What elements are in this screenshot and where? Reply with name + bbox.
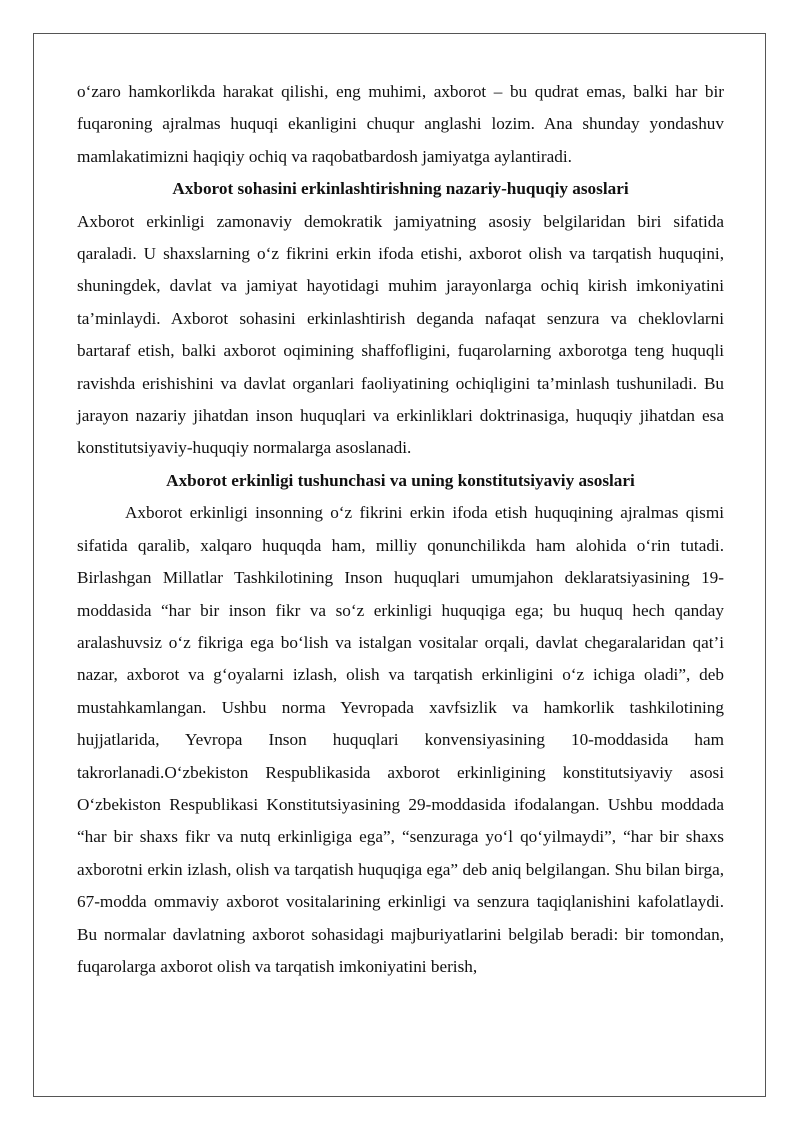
paragraph-intro: Axborot erkinligi zamonaviy demokratik jamiyatning asosiy belgilaridan biri sifatida qaraladi. U shaxslarning o‘z fikrini erkin ifoda etishi, axborot olish va tarqatish huquqini, shuningdek, davlat va jamiyat hayotidagi muhim jarayonlarga ochiq kirish imkoniyatini ta’minlaydi. Axborot sohasini erkinlashtirish deganda nafaqat senzura va cheklovlarni bartaraf etish, balki axborot oqimining shaffofligini, fuqarolarning axborotga teng huquqli ravishda erishishini va davlat organlari faoliyatining ochiqligini ta’minlash tushuniladi. Bu jarayon nazariy jihatdan inson huquqlari va erkinliklari doktrinasiga, huquqiy jihatdan esa konstitutsiyaviy-huquqiy normalarga asoslanadi. [77, 211, 724, 458]
paragraph-main: Axborot erkinligi insonning o‘z fikrini erkin ifoda etish huquqining ajralmas qismi sifatida qaralib, xalqaro huquqda ham, milliy qonunchilikda ham alohida o‘rin tutadi. Birlashgan Millatlar Tashkilotining Inson huquqlari umumjahon deklaratsiyasining 19-moddasida “har bir inson fikr va so‘z erkinligi huquqiga ega; bu huquq hech qanday aralashuvsiz o‘z fikriga ega bo‘lish va istalgan vositalar orqali, davlat chegaralaridan qat’i nazar, axborot va g‘oyalarni izlash, olish va tarqatish erkinligini o‘z ichiga oladi”, deb mustahkamlangan. Ushbu norma Yevropada xavfsizlik va hamkorlik tashkilotining hujjatlarida, Yevropa Inson huquqlari konvensiyasining 10-moddasida ham takrorlanadi.O‘zbekiston Respublikasida axborot erkinligining konstitutsiyaviy asosi O‘zbekiston Respublikasi Konstitutsiyasining 29-moddasida ifodalangan. Ushbu moddada “har bir shaxs fikr va nutq erkinligiga ega”, “senzuraga yo‘l qo‘yilmaydi”, “har bir shaxs axborotni erkin izlash, olish va tarqatish huquqiga ega” deb aniq belgilangan. Shu bilan birga, 67-modda ommaviy axborot vositalarining erkinligi va senzura taqiqlanishini kafolatlaydi. Bu normalar davlatning axborot sohasidagi majburiyatlarini belgilab beradi: bir tomondan, fuqarolarga axborot olish va tarqatish imkoniyatini berish, [77, 503, 724, 976]
document-body [77, 76, 724, 983]
subsection-heading: Axborot erkinligi tushunchasi va uning konstitutsiyaviy asoslari [166, 470, 635, 490]
section-heading: Axborot sohasini erkinlashtirishning nazariy-huquqiy asoslari [172, 179, 629, 199]
paragraph-continuation: o‘zaro hamkorlikda harakat qilishi, eng muhimi, axborot – bu qudrat emas, balki har bir fuqaroning ajralmas huquqi ekanligini chuqur anglashi lozim. Ana shunday yondashuv mamlakatimizni haqiqiy ochiq va raqobatbardosh jamiyatga aylantiradi. [77, 82, 724, 166]
